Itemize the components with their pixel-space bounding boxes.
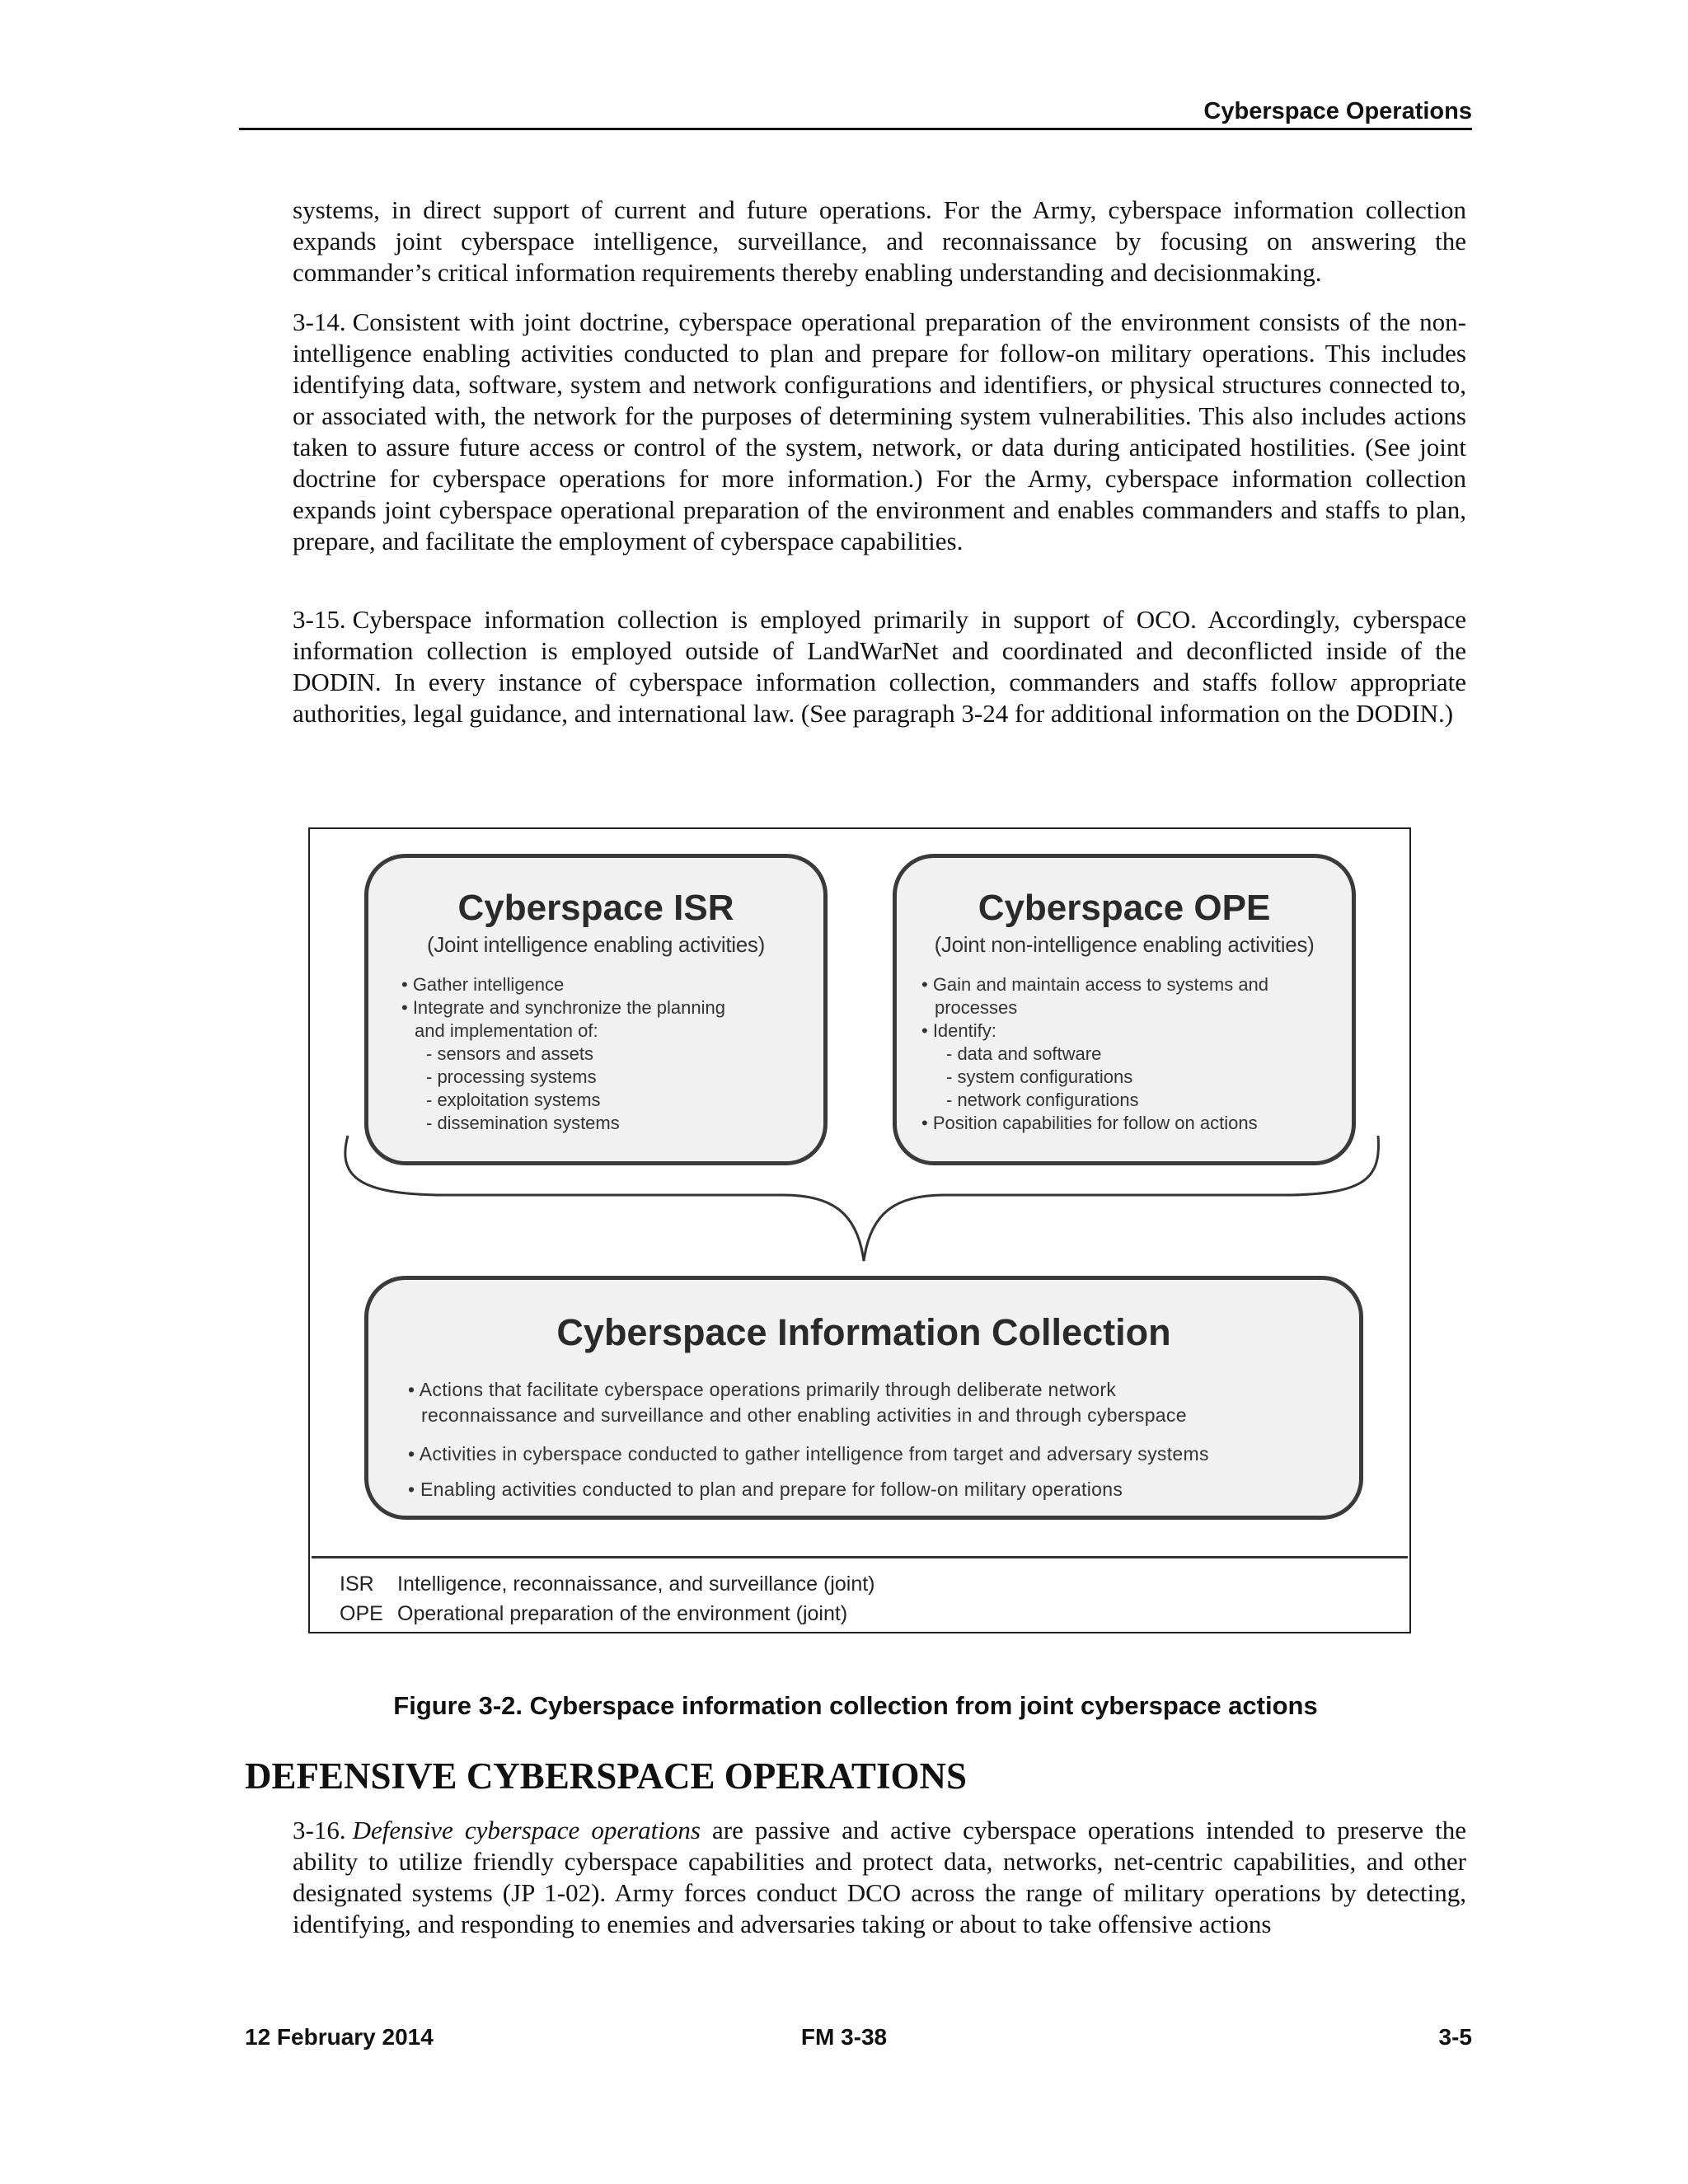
legend-ope (340, 1599, 847, 1629)
list-item: • Identify: (921, 1020, 996, 1041)
paragraph-3-14 (293, 307, 1466, 557)
list-item: • Integrate and synchronize the planning (401, 997, 725, 1018)
paragraph-number: 3-15. (293, 605, 346, 634)
paragraph-number: 3-16. (293, 1816, 346, 1844)
paragraph-number: 3-14. (293, 307, 346, 336)
legend-abbr: OPE (340, 1602, 383, 1625)
list-item: • Actions that facilitate cyberspace operations primarily through deliberate network (408, 1379, 1117, 1400)
information-collection-box (364, 1276, 1363, 1520)
list-item: - sensors and assets (426, 1043, 593, 1064)
figure-caption: Figure 3-2. Cyberspace information collection from joint cyberspace actions (393, 1691, 1318, 1720)
footer-doc-id: FM 3-38 (800, 2024, 888, 2050)
ope-box (893, 854, 1356, 1165)
list-item: - dissemination systems (426, 1113, 620, 1133)
list-item: processes (935, 997, 1018, 1018)
paragraph-text: Cyberspace information collection is employed primarily in support of OCO. Accordingly, cyberspace information collection is employed outside of LandWarNet and coordinated and deconflicted inside of the DODIN. In every instance of cyberspace information collection, commanders and staffs follow appropriate authorities, legal guidance, and international law. (See paragraph 3-24 for additional information on the DODIN.) (293, 605, 1466, 728)
section-heading: DEFENSIVE CYBERSPACE OPERATIONS (245, 1755, 967, 1797)
list-item: reconnaissance and surveillance and other enabling activities in and through cyberspace (421, 1404, 1187, 1426)
footer-date: 12 February 2014 (245, 2024, 434, 2050)
collection-list (408, 1377, 1209, 1502)
ope-subtitle: (Joint non-intelligence enabling activities) (934, 932, 1315, 957)
list-item: • Activities in cyberspace conducted to gather intelligence from target and adversary systems (408, 1443, 1209, 1465)
curly-brace-connector (313, 1129, 1409, 1269)
legend-isr (340, 1569, 875, 1599)
list-item: - system configurations (946, 1066, 1133, 1087)
paragraph-text: are passive and active cyberspace operations intended to preserve the ability to utilize friendly cyberspace capabilities and protect data, networks, net-centric capabilities, and other designated systems (JP 1-02). Army forces conduct DCO across the range of military operations by detecting, identifying, and responding to enemies and adversaries taking or about to take offensive actions (293, 1816, 1466, 1938)
list-item: • Position capabilities for follow on actions (921, 1113, 1258, 1133)
brace-path (345, 1136, 1379, 1261)
paragraph-3-15 (293, 604, 1466, 729)
running-header: Cyberspace Operations (1203, 98, 1472, 124)
paragraph-text: Consistent with joint doctrine, cyberspace operational preparation of the environment consists of the non-intelligence enabling activities conducted to plan and prepare for follow-on military operations. This includes identifying data, software, system and network configurations and identifiers, or physical structures connected to, or associated with, the network for the purposes of determining system vulnerabilities. This also includes actions taken to assure future access or control of the system, network, or data during anticipated hostilities. (See joint doctrine for cyberspace operations for more information.) For the Army, cyberspace information collection expands joint cyberspace operational preparation of the environment and enables commanders and staffs to plan, prepare, and facilitate the employment of cyberspace capabilities. (293, 307, 1466, 555)
list-item: - processing systems (426, 1066, 597, 1087)
defined-term: Defensive cyberspace operations (352, 1816, 701, 1844)
list-item: - data and software (946, 1043, 1102, 1064)
legend-text: Intelligence, reconnaissance, and surveillance (joint) (397, 1572, 875, 1596)
isr-box (364, 854, 828, 1165)
header-rule (239, 128, 1472, 130)
ope-list (921, 973, 1268, 1135)
legend-rule (312, 1556, 1408, 1558)
isr-list (401, 973, 725, 1135)
list-item: - network configurations (946, 1090, 1139, 1110)
isr-subtitle: (Joint intelligence enabling activities) (426, 932, 765, 957)
paragraph-text: systems, in direct support of current and future operations. For the Army, cyberspace information collection expands joint cyberspace intelligence, surveillance, and reconnaissance by focusing on answering the commander’s critical information requirements thereby enabling understanding and decisionmaking. (293, 195, 1466, 287)
collection-title: Cyberspace Information Collection (556, 1311, 1171, 1353)
list-item: • Gain and maintain access to systems and (921, 974, 1269, 995)
list-item: and implementation of: (415, 1020, 598, 1041)
legend-abbr: ISR (340, 1572, 374, 1596)
ope-title: Cyberspace OPE (978, 888, 1271, 928)
isr-title: Cyberspace ISR (457, 888, 734, 928)
list-item: • Gather intelligence (401, 974, 565, 995)
paragraph-3-16 (293, 1815, 1466, 1940)
list-item: - exploitation systems (426, 1090, 601, 1110)
list-item: • Enabling activities conducted to plan and prepare for follow-on military operations (408, 1479, 1123, 1500)
paragraph-continuation (293, 194, 1466, 288)
legend-text: Operational preparation of the environment (joint) (397, 1602, 848, 1625)
footer-page-number: 3-5 (1438, 2024, 1472, 2050)
